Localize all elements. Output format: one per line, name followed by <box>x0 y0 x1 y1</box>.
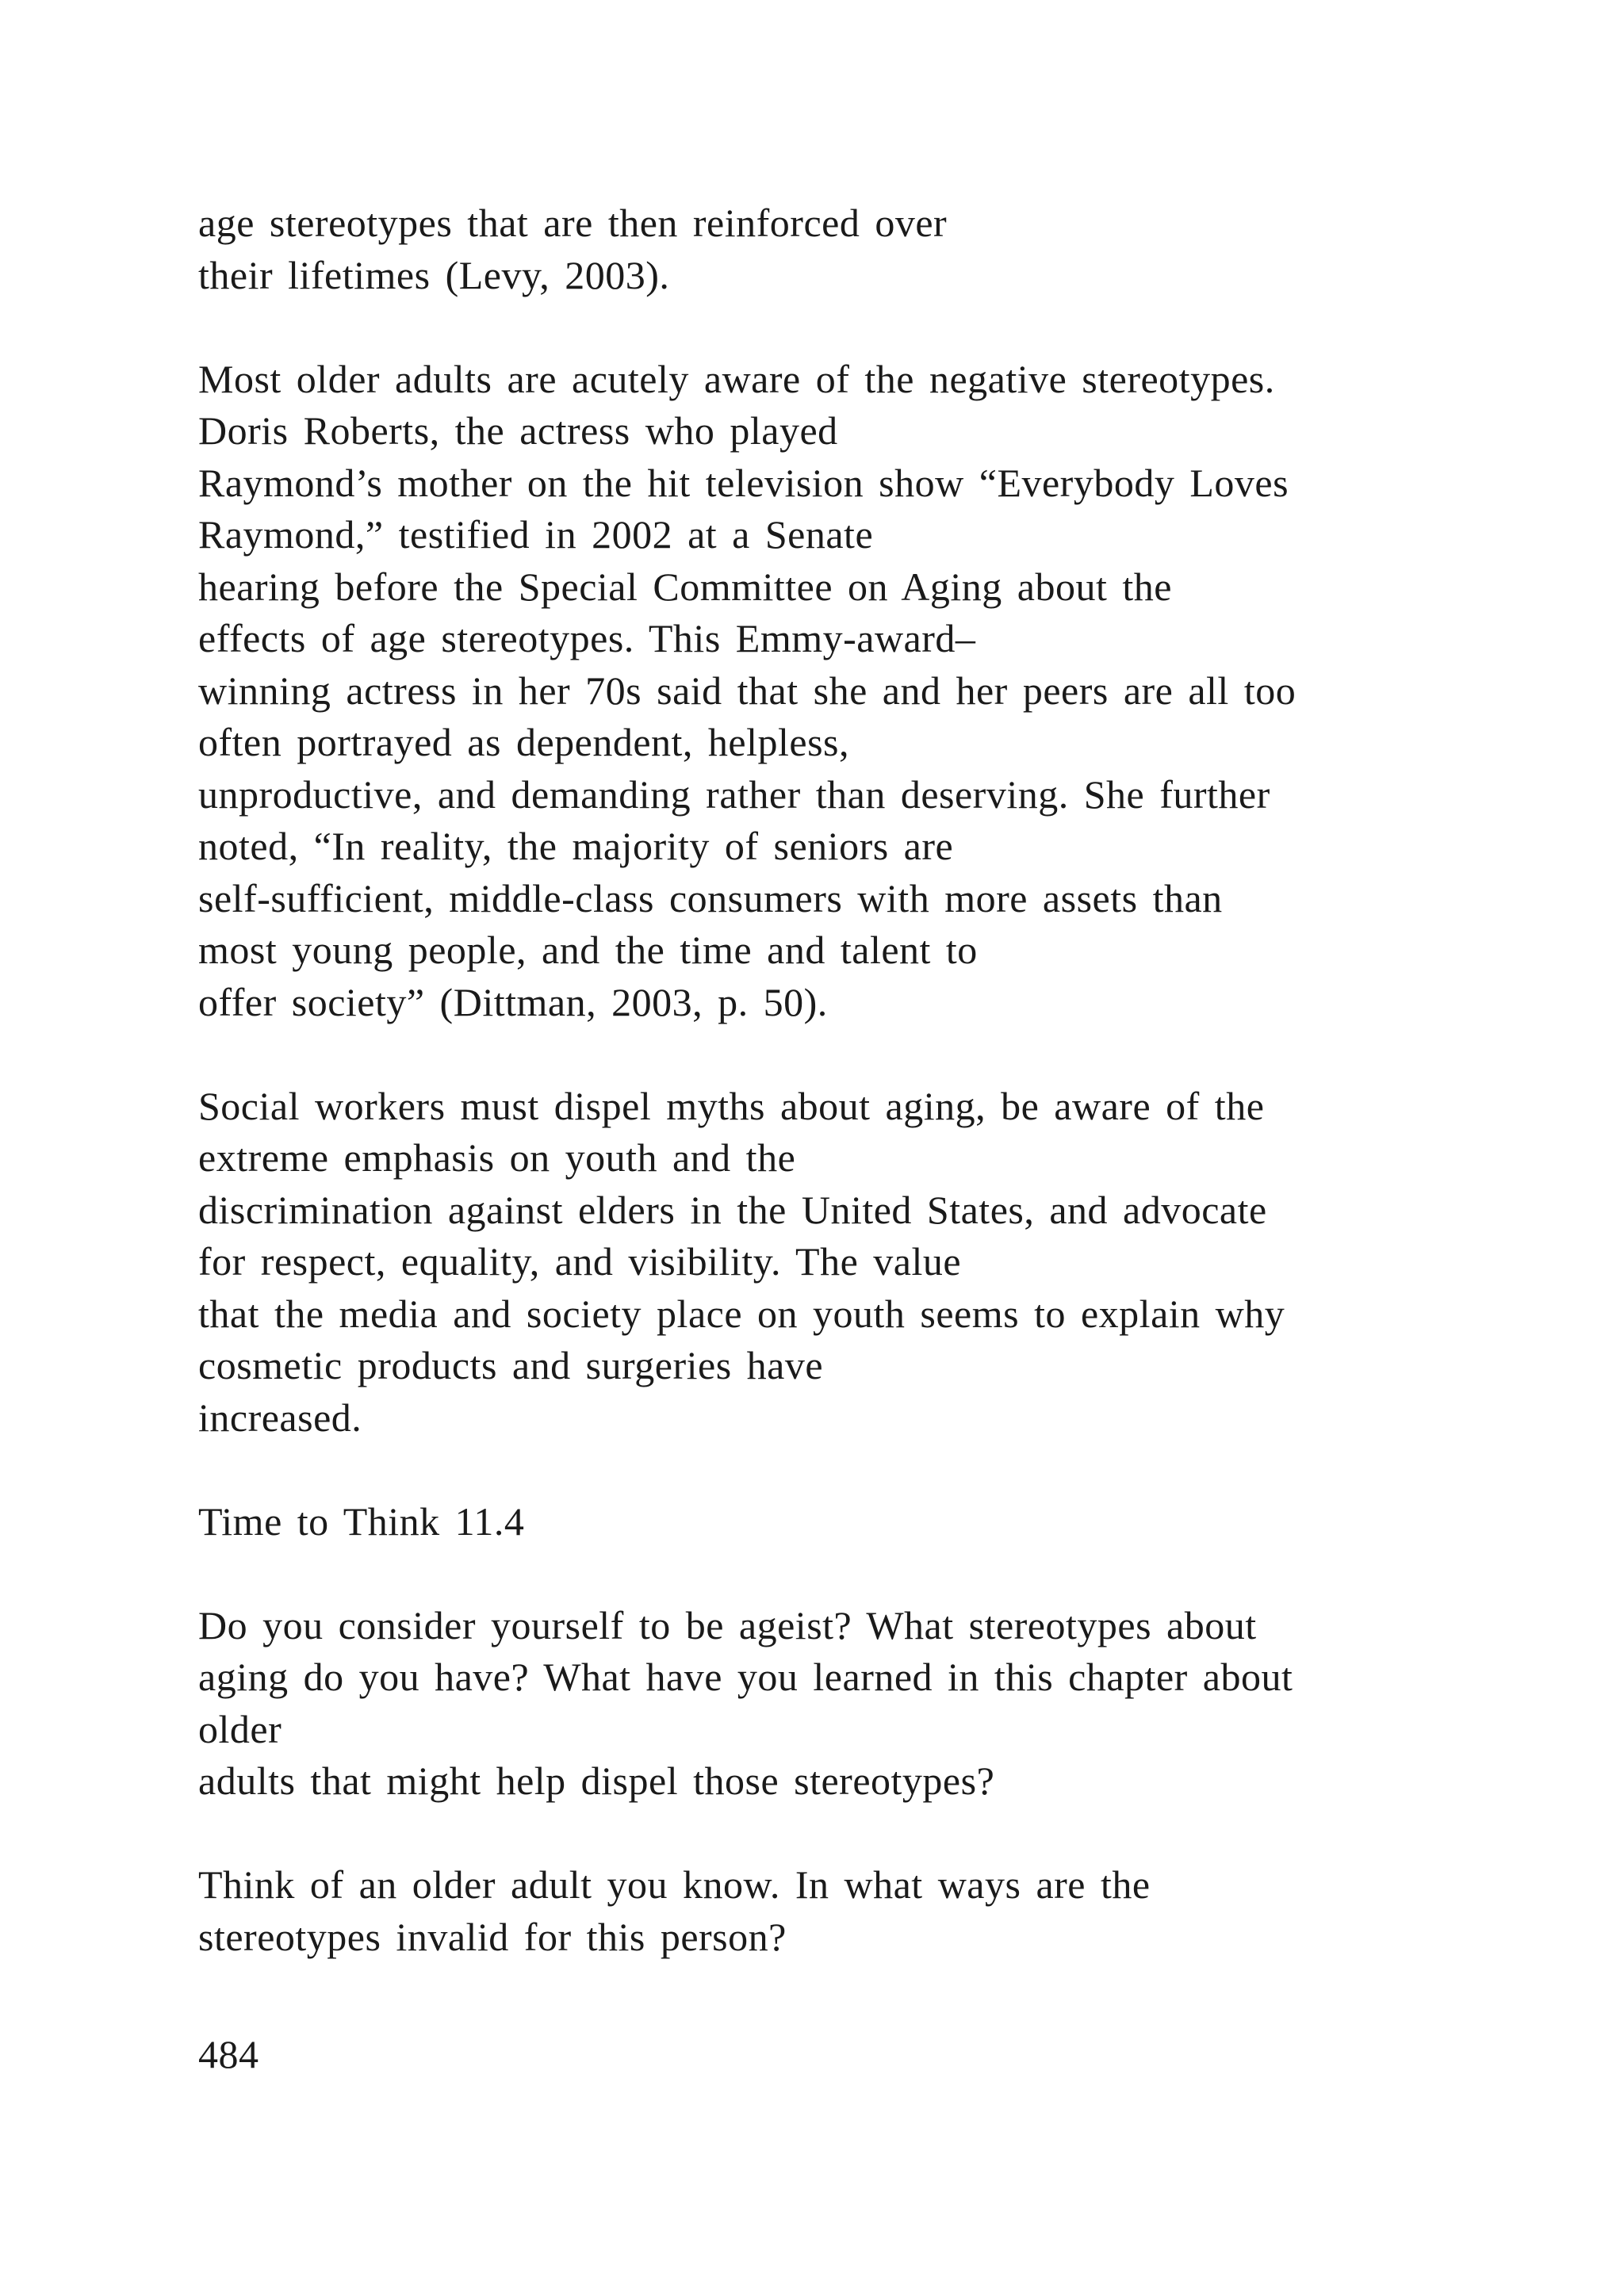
text-line: Most older adults are acutely aware of the negative stereotypes. <box>198 356 1275 401</box>
text-line: Raymond,” testified in 2002 at a Senate <box>198 512 874 557</box>
text-line: cosmetic products and surgeries have <box>198 1343 824 1387</box>
text-line: offer society” (Dittman, 2003, p. 50). <box>198 979 828 1024</box>
text-line: unproductive, and demanding rather than deserving. She further <box>198 771 1270 817</box>
text-line: increased. <box>198 1395 362 1440</box>
text-line: that the media and society place on youth seems to explain why <box>198 1291 1285 1336</box>
paragraph-2 <box>198 354 1610 1029</box>
text-line: Doris Roberts, the actress who played <box>198 408 838 453</box>
text-line: aging do you have? What have you learned in this chapter about <box>198 1655 1293 1699</box>
body-text <box>198 197 1610 2015</box>
text-line: self-sufficient, middle-class consumers with more assets than <box>198 875 1223 920</box>
text-line: age stereotypes that are then reinforced over <box>198 201 948 245</box>
text-line: adults that might help dispel those stereotypes? <box>198 1758 995 1803</box>
text-line: Raymond’s mother on the hit television show “Everybody Loves <box>198 460 1289 505</box>
text-line: Do you consider yourself to be ageist? What stereotypes about <box>198 1602 1257 1647</box>
text-line: Social workers must dispel myths about aging, be aware of the <box>198 1083 1265 1128</box>
text-line: stereotypes invalid for this person? <box>198 1914 787 1959</box>
text-line: older <box>198 1706 282 1751</box>
section-heading-time-to-think <box>198 1496 1610 1548</box>
text-line: discrimination against elders in the United States, and advocate <box>198 1187 1267 1232</box>
text-line: hearing before the Special Committee on Aging about the <box>198 564 1172 609</box>
text-line: most young people, and the time and talent to <box>198 928 978 972</box>
text-line: winning actress in her 70s said that she and her peers are all too <box>198 668 1297 713</box>
heading-text: Time to Think 11.4 <box>198 1498 525 1544</box>
text-line: Think of an older adult you know. In what ways are the <box>198 1862 1151 1907</box>
text-line: their lifetimes (Levy, 2003). <box>198 252 670 297</box>
text-line: for respect, equality, and visibility. The value <box>198 1239 962 1284</box>
text-line: effects of age stereotypes. This Emmy-award– <box>198 616 976 660</box>
paragraph-5 <box>198 1859 1610 1963</box>
paragraph-3 <box>198 1081 1610 1445</box>
paragraph-1 <box>198 197 1610 301</box>
text-line: extreme emphasis on youth and the <box>198 1135 796 1180</box>
paragraph-4 <box>198 1600 1610 1808</box>
text-line: often portrayed as dependent, helpless, <box>198 720 850 764</box>
page-number: 484 <box>198 2032 259 2076</box>
text-line: noted, “In reality, the majority of seniors are <box>198 824 954 868</box>
